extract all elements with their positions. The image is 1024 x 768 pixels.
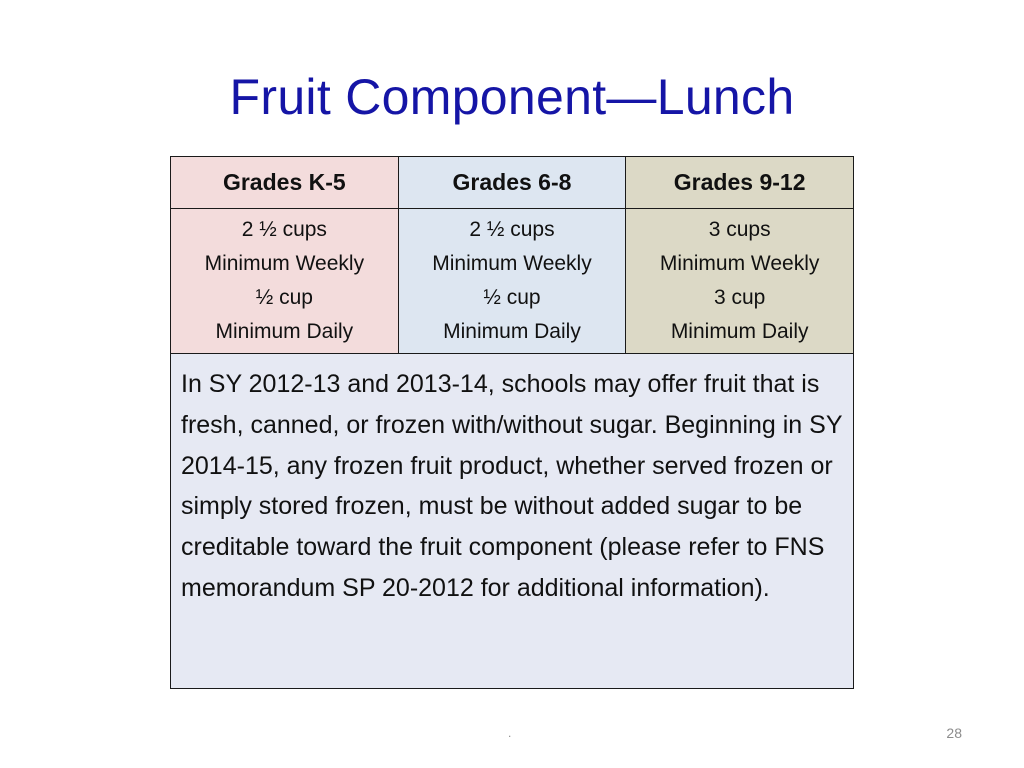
fruit-requirements-table bbox=[170, 156, 854, 689]
weekly-label: Minimum Weekly bbox=[659, 252, 820, 275]
table-note-row bbox=[171, 354, 854, 689]
daily-label: Minimum Daily bbox=[670, 320, 809, 343]
daily-amount: ½ cup bbox=[255, 286, 313, 309]
amount-cell-9-12 bbox=[626, 209, 854, 354]
weekly-amount: 3 cups bbox=[708, 218, 771, 241]
daily-label: Minimum Daily bbox=[443, 320, 581, 343]
page-number: 28 bbox=[946, 725, 962, 741]
table-amount-row bbox=[171, 209, 854, 354]
footer-text: . bbox=[508, 726, 512, 740]
slide-title: Fruit Component—Lunch bbox=[229, 69, 795, 125]
header-grades-6-8: Grades 6-8 bbox=[398, 157, 626, 209]
weekly-label: Minimum Weekly bbox=[432, 252, 592, 275]
weekly-amount: 2 ½ cups bbox=[241, 218, 327, 241]
daily-amount: ½ cup bbox=[483, 286, 541, 309]
daily-label: Minimum Daily bbox=[215, 320, 354, 343]
weekly-label: Minimum Weekly bbox=[204, 252, 365, 275]
daily-amount: 3 cup bbox=[713, 286, 766, 309]
header-grades-k5: Grades K-5 bbox=[171, 157, 399, 209]
amount-cell-6-8 bbox=[398, 209, 626, 354]
note-cell: In SY 2012-13 and 2013-14, schools may offer fruit that is fresh, canned, or frozen with/without sugar. Beginning in SY 2014-15, any frozen fruit product, whether served frozen or simply stored frozen, must be without added sugar to be creditable toward the fruit component (please refer to FNS memorandum SP 20-2012 for additional information). bbox=[171, 354, 854, 689]
table-header-row bbox=[171, 157, 854, 209]
header-grades-9-12: Grades 9-12 bbox=[626, 157, 854, 209]
weekly-amount: 2 ½ cups bbox=[469, 218, 555, 241]
amount-cell-k5 bbox=[171, 209, 399, 354]
